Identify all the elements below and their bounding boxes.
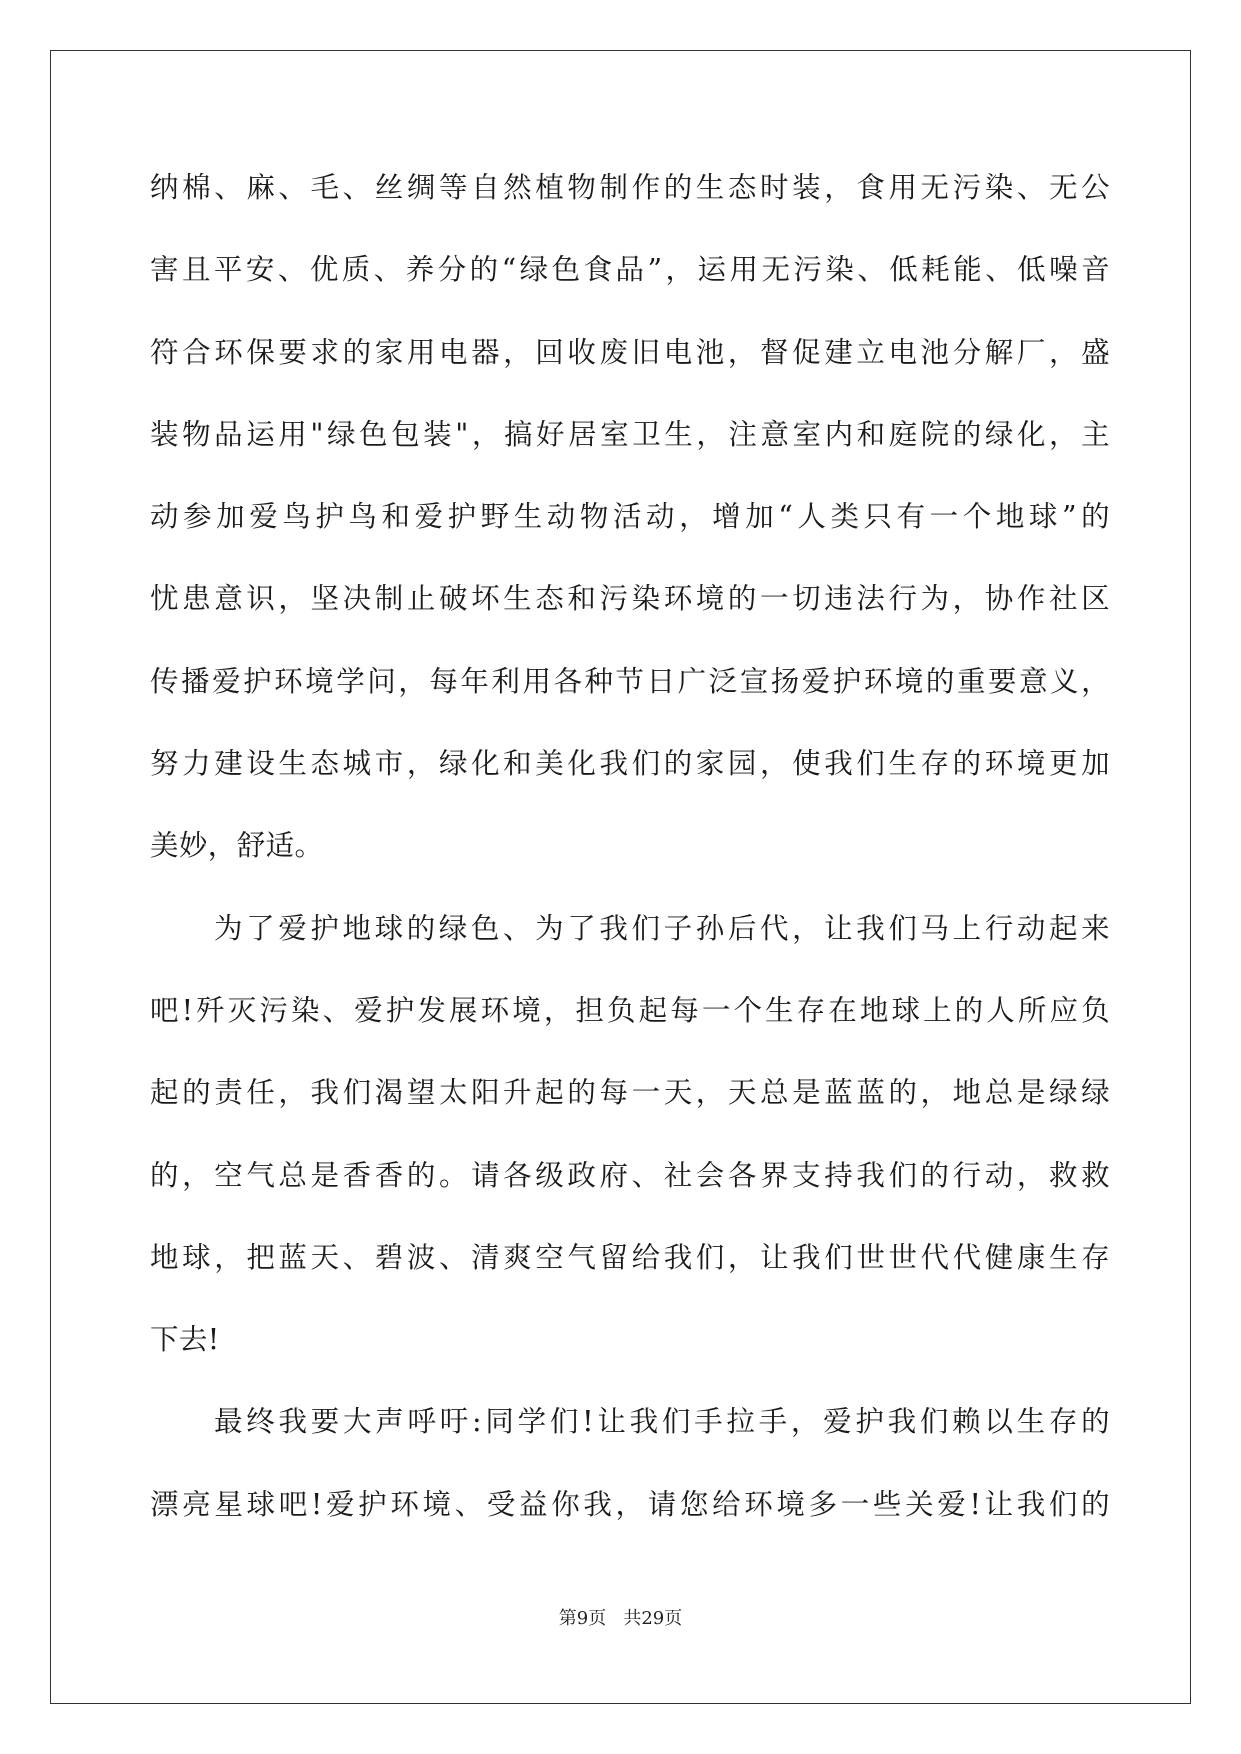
text-line-13: 的，空气总是香香的。请各级政府、社会各界支持我们的行动，救救 — [150, 1158, 1110, 1192]
text-line-3: 符合环保要求的家用电器，回收废旧电池，督促建立电池分解厂，盛 — [150, 335, 1110, 369]
text-line-4: 装物品运用"绿色包装"，搞好居室卫生，注意室内和庭院的绿化，主 — [150, 417, 1110, 451]
footer-page-number: 9 — [576, 1608, 589, 1629]
footer-total-pages: 29 — [641, 1608, 665, 1629]
text-line-11: 吧!歼灭污染、爱护发展环境，担负起每一个生存在地球上的人所应负 — [150, 993, 1110, 1027]
text-line-1: 纳棉、麻、毛、丝绸等自然植物制作的生态时装，食用无污染、无公 — [150, 171, 1110, 204]
footer-total-prefix: 共 — [623, 1608, 642, 1629]
text-line-2: 害且平安、优质、养分的“绿色食品”，运用无污染、低耗能、低噪音 — [150, 253, 1110, 287]
text-line-12: 起的责任，我们渴望太阳升起的每一天，天总是蓝蓝的，地总是绿绿 — [150, 1076, 1110, 1110]
footer-page-prefix: 第 — [558, 1608, 577, 1629]
document-body — [150, 162, 1110, 1561]
text-line-16: 最终我要大声呼吁:同学们!让我们手拉手，爱护我们赖以生存的 — [214, 1405, 1110, 1439]
text-line-9: 美妙，舒适。 — [150, 829, 324, 863]
text-line-5: 动参加爱鸟护鸟和爱护野生动物活动，增加“人类只有一个地球”的 — [150, 500, 1110, 534]
text-line-8: 努力建设生态城市，绿化和美化我们的家园，使我们生存的环境更加 — [150, 747, 1110, 781]
text-line-15: 下去! — [150, 1323, 220, 1357]
text-line-7: 传播爱护环境学问，每年利用各种节日广泛宣扬爱护环境的重要意义， — [150, 664, 1110, 698]
footer-total-suffix: 页 — [664, 1608, 683, 1629]
text-line-10: 为了爱护地球的绿色、为了我们子孙后代，让我们马上行动起来 — [214, 911, 1110, 945]
footer-page-suffix: 页 — [588, 1608, 607, 1629]
text-line-6: 忧患意识，坚决制止破坏生态和污染环境的一切违法行为，协作社区 — [150, 582, 1110, 616]
page-footer — [0, 1604, 1241, 1630]
text-line-17: 漂亮星球吧!爱护环境、受益你我，请您给环境多一些关爱!让我们的 — [150, 1487, 1110, 1521]
text-line-14: 地球，把蓝天、碧波、清爽空气留给我们，让我们世世代代健康生存 — [150, 1240, 1110, 1274]
